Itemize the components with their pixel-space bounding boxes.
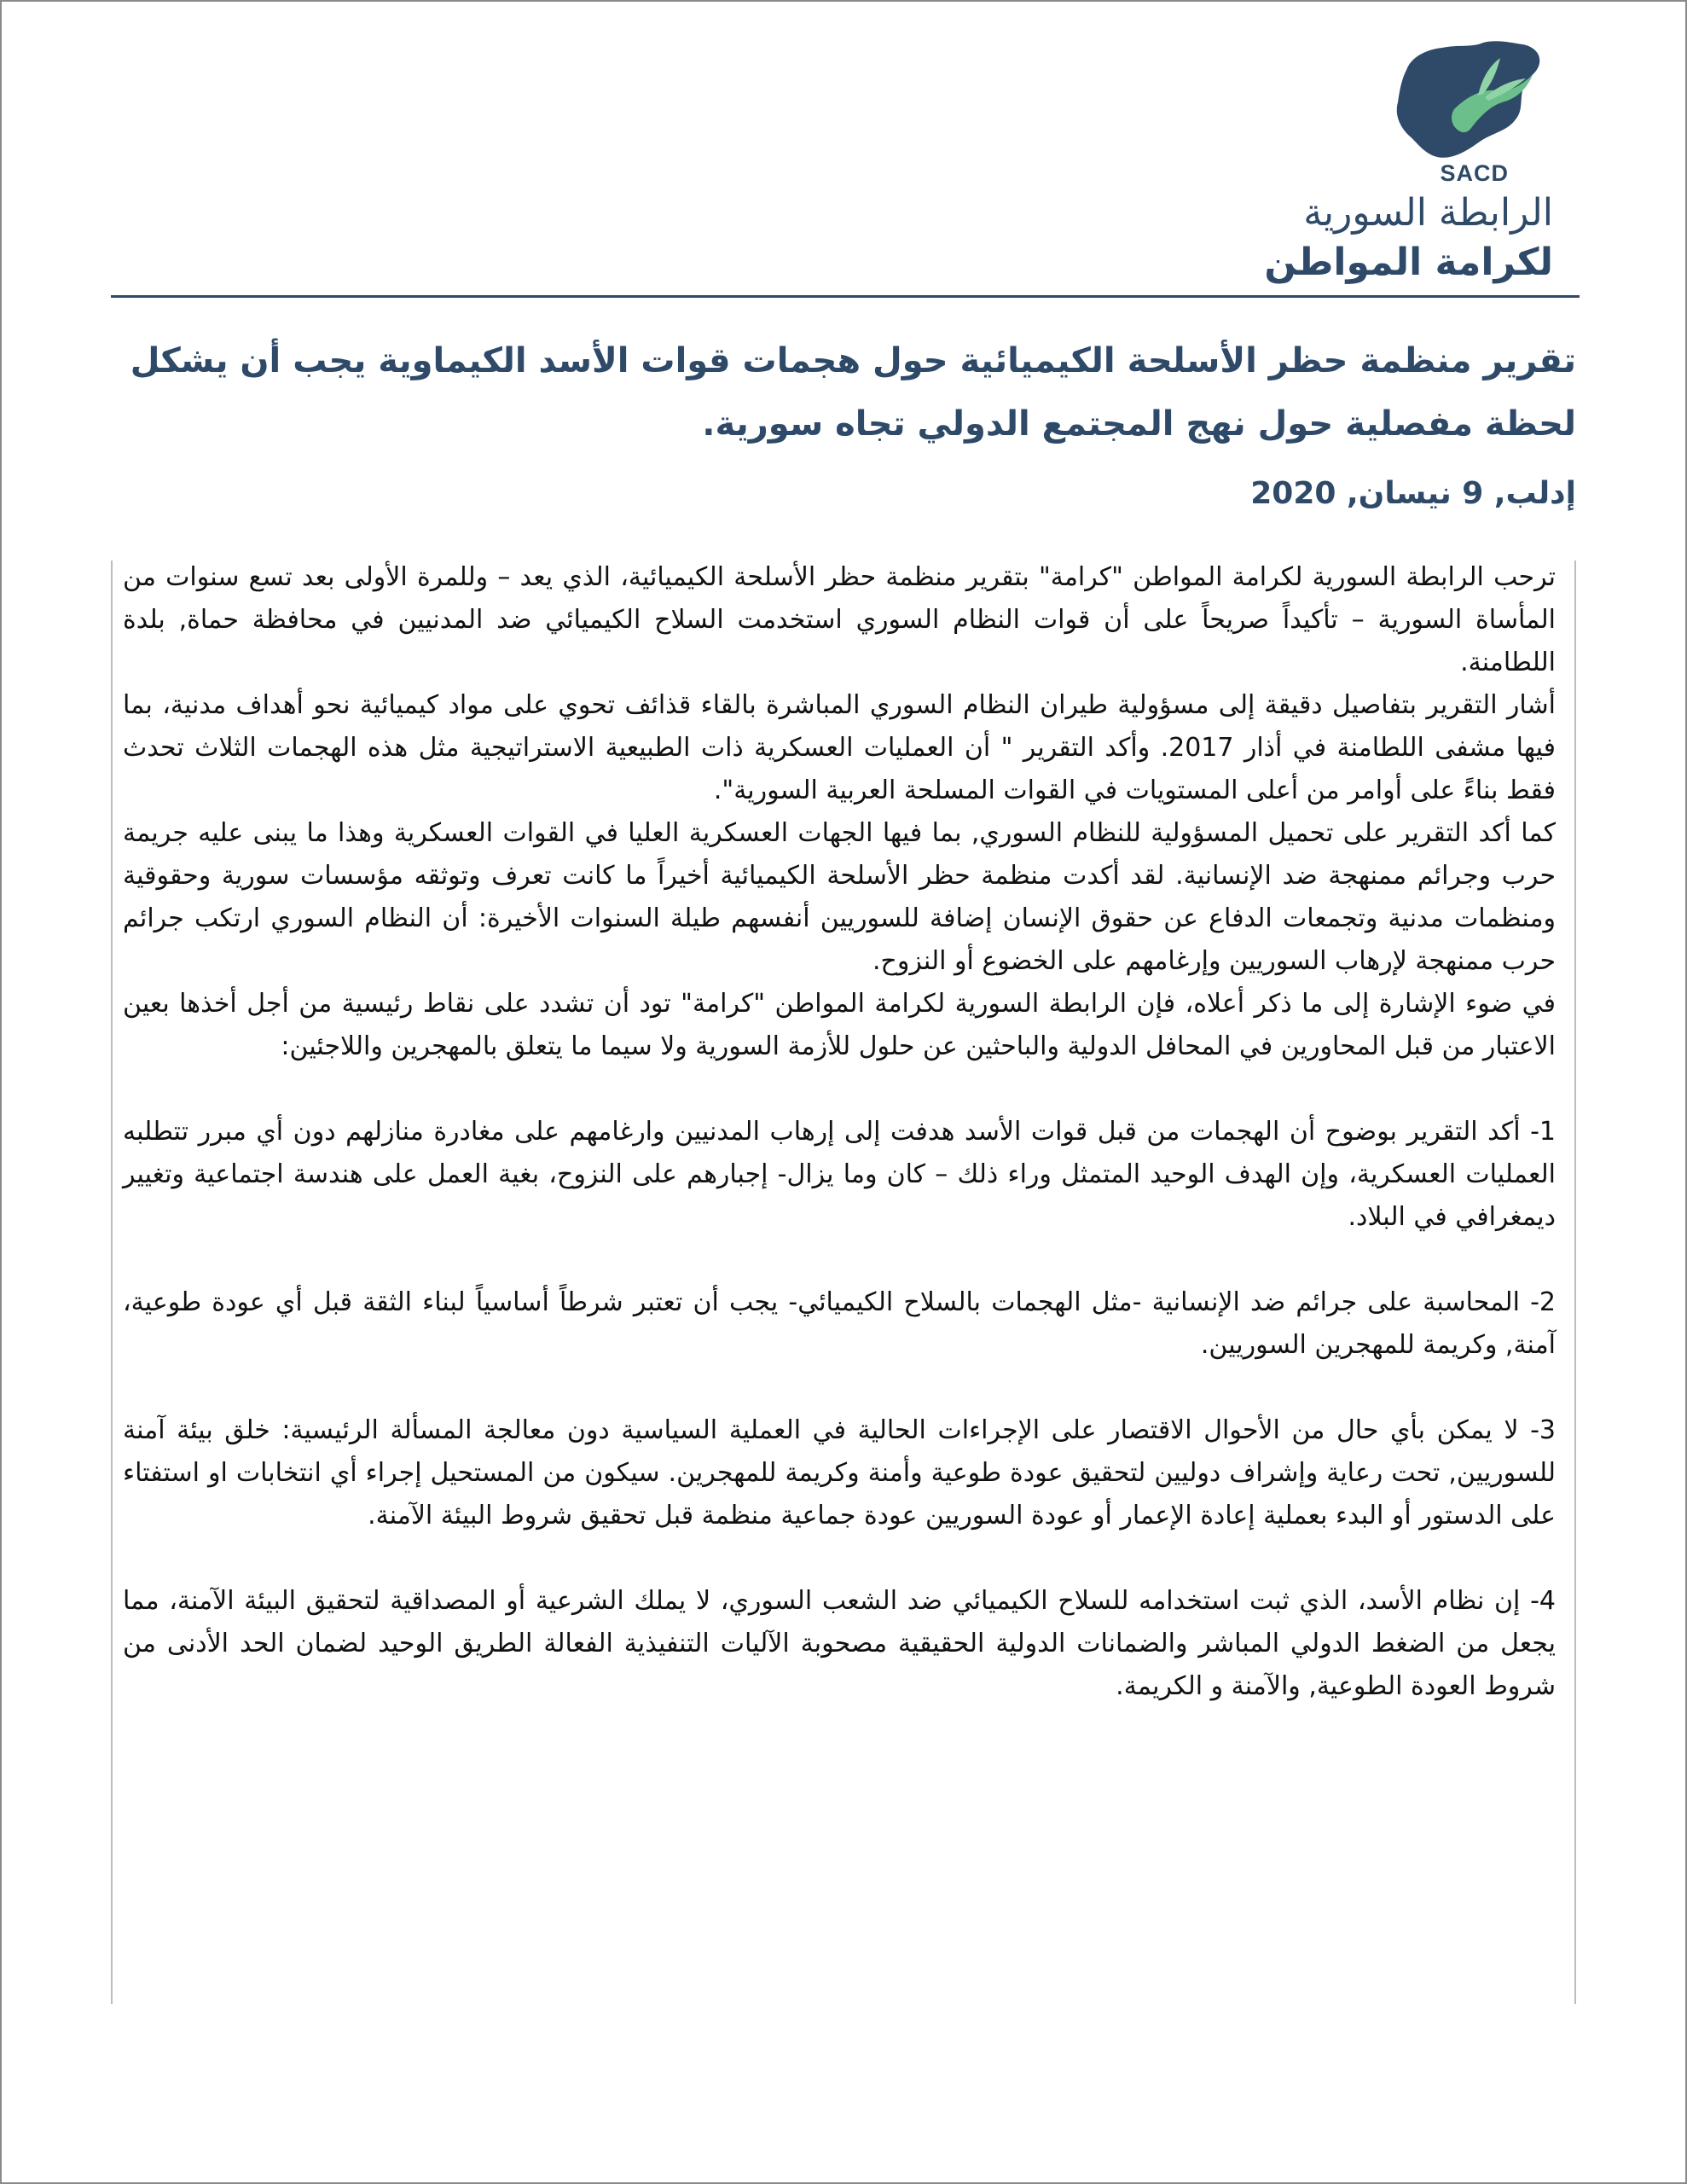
logo-acronym: SACD: [1440, 160, 1509, 186]
organization-logo: [1264, 36, 1553, 284]
header-divider: [111, 295, 1580, 298]
body-paragraph: أشار التقرير بتفاصيل دقيقة إلى مسؤولية طيران النظام السوري المباشرة بالقاء قذائف تحوي على مواد كيميائية نحو أهداف مدنية، بما فيها مشفى اللطامنة في أذار 2017. وأكد التقرير " أن العمليات العسكرية ذات الطبيعية الاستراتيجية مثل هذه الهجمات الثلاث تحدث فقط بناءً على أوامر من أعلى المستويات في القوات المسلحة العربية السورية".: [123, 690, 1557, 805]
body-paragraph: كما أكد التقرير على تحميل المسؤولية للنظام السوري, بما فيها الجهات العسكرية العليا في القوات العسكرية وهذا ما يبنى عليه جريمة حرب وجرائم ممنهجة ضد الإنسانية. لقد أكدت منظمة حظر الأسلحة الكيميائية أخيراً ما كانت تعرف وتوثقه مؤسسات سورية وحقوقية ومنظمات مدنية وتجمعات الدفاع عن حقوق الإنسان إضافة للسوريين أنفسهم طيلة السنوات الأخيرة: أن النظام السوري ارتكب جرائم حرب ممنهجة لإرهاب السوريين وإرغامهم على الخضوع أو النزوح.: [123, 818, 1556, 976]
organization-name-line-2: لكرامة المواطن: [1264, 241, 1553, 284]
point-4-paragraph: 4- إن نظام الأسد، الذي ثبت استخدامه للسلاح الكيميائي ضد الشعب السوري، لا يملك الشرعية أو المصداقية لتحقيق البيئة الآمنة، مما يجعل من الضغط الدولي المباشر والضمانات الدولية الحقيقية مصحوبة الآليات التنفيذية الفعالة الطريق الوحيد لضمان الحد الأدنى من شروط العودة الطوعية, والآمنة و الكريمة.: [123, 1586, 1556, 1701]
point-1-paragraph: 1- أكد التقرير بوضوح أن الهجمات من قبل قوات الأسد هدفت إلى إرهاب المدنيين وارغامهم على مغادرة منازلهم دون أي مبرر تتطلبه العمليات العسكرية، وإن الهدف الوحيد المتمثل وراء ذلك – كان وما يزال- إجبارهم على النزوح، بغية العمل على هندسة اجتماعية وتغيير ديمغرافي في البلاد.: [123, 1117, 1556, 1232]
document-title: تقرير منظمة حظر الأسلحة الكيميائية حول هجمات قوات الأسد الكيماوية يجب أن يشكل لحظة مفصلية حول نهج المجتمع الدولي تجاه سورية.: [130, 341, 1576, 444]
body-paragraph: في ضوء الإشارة إلى ما ذكر أعلاه، فإن الرابطة السورية لكرامة المواطن "كرامة" تود أن تشدد على نقاط رئيسية من أجل أخذها بعين الاعتبار من قبل المحاورين في المحافل الدولية والباحثين عن حلول للأزمة السورية ولا سيما ما يتعلق بالمهجرين واللاجئين:: [123, 989, 1556, 1061]
organization-name-line-1: الرابطة السورية: [1303, 191, 1553, 235]
body-paragraph: ترحب الرابطة السورية لكرامة المواطن "كرامة" بتقرير منظمة حظر الأسلحة الكيميائية، الذي يعد – وللمرة الأولى بعد تسع سنوات من المأساة السورية – تأكيداً صريحاً على أن قوات النظام السوري استخدمت السلاح الكيميائي ضد المدنيين في محافظة حماة, بلدة اللطامنة.: [123, 562, 1556, 677]
syria-map-dove-logo-icon: [1272, 36, 1553, 155]
point-3-paragraph: 3- لا يمكن بأي حال من الأحوال الاقتصار على الإجراءات الحالية في العملية السياسية دون معالجة المسألة الرئيسية: خلق بيئة آمنة للسوريين, تحت رعاية وإشراف دوليين لتحقيق عودة طوعية وأمنة وكريمة للمهجرين. سيكون من المستحيل إجراء أي انتخابات او استفتاء على الدستور أو البدء بعملية إعادة الإعمار أو عودة السوريين عودة جماعية منظمة قبل تحقيق شروط البيئة الآمنة.: [123, 1415, 1556, 1531]
document-body: [111, 556, 1576, 1708]
dateline: إدلب, 9 نيسان, 2020: [1250, 476, 1576, 511]
point-2-paragraph: 2- المحاسبة على جرائم ضد الإنسانية -مثل الهجمات بالسلاح الكيميائي- يجب أن تعتبر شرطاً أساسياً لبناء الثقة قبل أي عودة طوعية، آمنة, وكريمة للمهجرين السوريين.: [123, 1287, 1556, 1360]
